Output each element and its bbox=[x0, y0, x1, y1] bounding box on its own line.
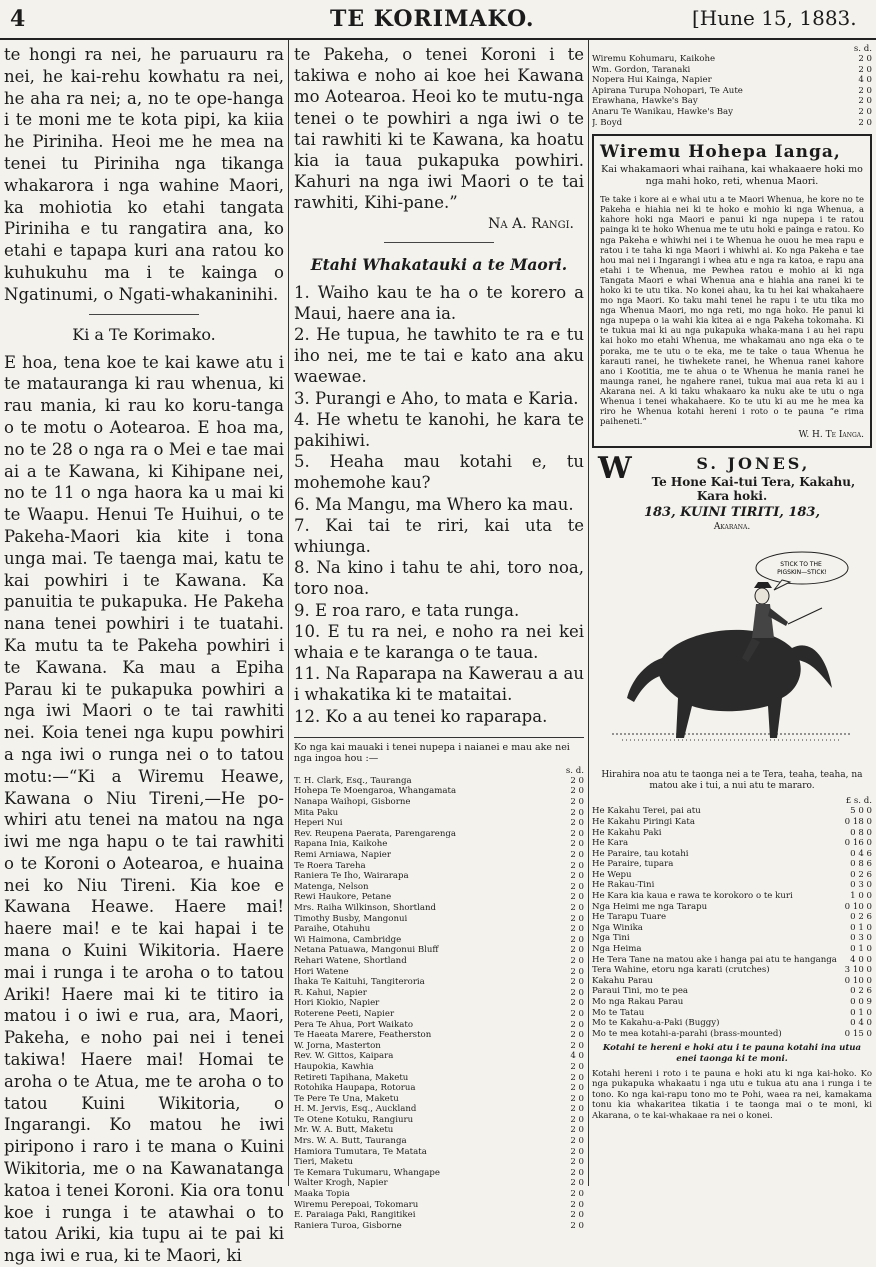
row-label: He Kakahu Piringi Kata bbox=[592, 816, 696, 827]
table-row bbox=[592, 976, 872, 987]
row-label: Paraui Tini, mo te pea bbox=[592, 986, 689, 997]
row-label: Haupokia, Kawhia bbox=[294, 1061, 374, 1072]
table-row bbox=[294, 1104, 584, 1115]
row-amount: 3 10 0 bbox=[844, 965, 872, 976]
proverb-item: 9. E roa raro, e tata runga. bbox=[294, 600, 520, 620]
page-header bbox=[0, 0, 876, 40]
payments-intro: Ko nga kai mauaki i tenei nupepa i naianei e mau ake nei nga ingoa hou :— bbox=[294, 741, 570, 764]
row-label: T. H. Clark, Esq., Tauranga bbox=[294, 775, 412, 786]
table-row bbox=[592, 828, 872, 839]
row-label: Netana Patuawa, Mangonui Bluff bbox=[294, 945, 439, 956]
row-amount: 2 0 bbox=[570, 818, 584, 829]
column-1 bbox=[4, 44, 284, 1267]
row-amount: 0 2 6 bbox=[850, 869, 872, 880]
table-row bbox=[294, 882, 584, 893]
ad-title: Wiremu Hohepa Ianga, bbox=[600, 142, 841, 163]
row-amount: 0 3 0 bbox=[850, 933, 872, 944]
table-row bbox=[592, 986, 872, 997]
column-2 bbox=[294, 44, 584, 1231]
table-row bbox=[294, 1083, 584, 1094]
row-label: Apirana Turupa Nohopari, Te Aute bbox=[592, 85, 743, 96]
table-row bbox=[294, 1062, 584, 1073]
row-amount: 2 0 bbox=[570, 934, 584, 945]
table-row bbox=[294, 903, 584, 914]
row-amount: 2 0 bbox=[570, 892, 584, 903]
row-label: Wiremu Perepoai, Tokomaru bbox=[294, 1199, 419, 1210]
table-row bbox=[592, 54, 872, 65]
row-amount: 5 0 0 bbox=[850, 806, 872, 817]
row-amount: 2 0 bbox=[570, 998, 584, 1009]
illustration-caption: Hirahira noa atu te taonga nei a te Tera, teaha, teaha, na matou ake i tui, a nui atu te mararo. bbox=[601, 770, 863, 792]
page-number: 4 bbox=[10, 6, 26, 32]
table-row bbox=[294, 1221, 584, 1232]
row-label: Paraihe, Otahuhu bbox=[294, 924, 371, 935]
row-label: Hamiora Tumutara, Te Matata bbox=[294, 1146, 427, 1157]
payments-table-continued bbox=[592, 54, 872, 128]
row-label: Hohepa Te Moengaroa, Whangamata bbox=[294, 786, 457, 797]
price-list bbox=[592, 806, 872, 1039]
row-amount: 2 0 bbox=[570, 1083, 584, 1094]
row-amount: 2 0 bbox=[570, 1061, 584, 1072]
row-label: Anaru Te Wanikau, Hawke's Bay bbox=[592, 106, 734, 117]
row-amount: 0 4 6 bbox=[850, 848, 872, 859]
ad-body: Te take i kore ai e whai utu a te Maori Whenua, he kore no te Pakeha e hiahia nei ki te hoko e mohio ki nga Whenua, a kahore hoki nga Maori e panui ki nga nupepa i te ratou painga ki te hoko Whenua me te utu hoki e painga e ratou. Ko nga Pakeha e whiwhi nei i te Whenua he ouou he mea rapu e ratou i te taha ki nga Maori i whiwhi ai. Ko nga Pakeha e tae hou mai nei i Ingarangi i whea atu e nga ra katoa, e rapu ana etahi i te Whenua, me Pewhea ratou e mohio ai ki nga Tangata Maori e whai Whenua ana e hiahia ana ranei ki te hoko ki te utu tika. No konei ahau, ka tu hei kai whakahaere mo nga Maori. Ko taku mahi tenei he rapu i te utu tika mo nga Whenua Maori, mo nga reti, mo nga hoko. He panui ki nga nupepa o ia wahi kia kitea ai e nga Pakeha tokomaha. Ki te tukua mai ki au nga pukapuka whaka-mana i au hei rapu kai hoko mo etahi Whenua, me whakamau ano nga eka o te poraka, me te utu o te eka, me te take o taua Whenua he karauti ranei, he tiwhekete ranei, he Whenua ranei kahore ano i Kootitia, me te ahua o te Whenua he mania ranei he maunga ranei, he ngahere ranei, tukua mai aua reta ki au i Akarana nei. A ki taku whakaaro ka nuku ake te utu o nga Whenua i tenei whakahaere. Ko te utu ki au me he mea ka riro he Whenua kotahi hereni i roto o te pauna “e rima paiheneti.” bbox=[600, 194, 864, 427]
row-amount: 0 15 0 bbox=[844, 1028, 872, 1039]
row-label: Roterene Peeti, Napier bbox=[294, 1008, 395, 1019]
table-row bbox=[592, 965, 872, 976]
row-label: E. Paraiaga Paki, Rangitikei bbox=[294, 1210, 416, 1221]
row-label: H. M. Jervis, Esq., Auckland bbox=[294, 1104, 417, 1115]
divider bbox=[89, 314, 199, 315]
letter-signature: Na A. Rangi. bbox=[488, 215, 574, 232]
row-label: Mo te Kakahu-a-Paki (Buggy) bbox=[592, 1018, 720, 1029]
letter-conclusion: te Pakeha, o tenei Koroni i te takiwa e noho ai koe hei Kawana mo Aotearoa. Heoi ko te mutu-nga tenei o te powhiri a nga iwi o te tai rawhiti ki te Kawana, ka hoatu kia ia taua pukapuka powhiri. Kahuri na nga iwi Maori o te tai rawhiti, Kihi-pane.” bbox=[294, 45, 584, 213]
row-label: Hori Watene bbox=[294, 966, 349, 977]
row-label: Nga Heimi me nga Tarapu bbox=[592, 901, 708, 912]
article-continuation: te hongi ra nei, he paruauru ra nei, he kai-rehu kowhatu ra nei, he aha ra nei; a, no te ope-hanga i te moni me te kota pipi, ka kiia he Piriniha. Heoi me he mea na tenei tu Piriniha nga tikanga whakarora i nga wahine Maori, ka mohiotia ko etahi tangata Piriniha e tu rangatira ana, ko etahi e tapapa kuri ana ratou ko kuhukuhu ma i te kainga o Ngatinumi, o Ngati-whakaninihi. bbox=[4, 45, 284, 304]
row-amount: 4 0 bbox=[570, 1051, 584, 1062]
row-amount: 2 0 bbox=[570, 1072, 584, 1083]
row-amount: 0 10 0 bbox=[844, 975, 872, 986]
table-row bbox=[592, 1008, 872, 1019]
row-amount: 2 0 bbox=[570, 987, 584, 998]
table-row bbox=[294, 1168, 584, 1179]
row-amount: 2 0 bbox=[858, 96, 872, 107]
row-amount: 2 0 bbox=[858, 106, 872, 117]
row-label: Mrs. Raiha Wilkinson, Shortland bbox=[294, 903, 437, 914]
proverb-item: 6. Ma Mangu, ma Whero ka mau. bbox=[294, 494, 574, 514]
column-3 bbox=[592, 44, 872, 1122]
row-amount: 2 0 bbox=[570, 1136, 584, 1147]
row-amount: 2 0 bbox=[570, 871, 584, 882]
table-row bbox=[294, 956, 584, 967]
table-row bbox=[294, 839, 584, 850]
table-row bbox=[294, 945, 584, 956]
row-amount: 2 0 bbox=[570, 903, 584, 914]
row-label: Wm. Gordon, Taranaki bbox=[592, 64, 691, 75]
column-divider bbox=[588, 40, 589, 1186]
row-label: He Paraire, tupara bbox=[592, 859, 674, 870]
table-row bbox=[294, 1125, 584, 1136]
row-label: Nga Winika bbox=[592, 922, 643, 933]
proverbs-heading: Etahi Whakatauki a te Maori. bbox=[310, 254, 568, 274]
proverb-item: 3. Purangi e Aho, to mata e Karia. bbox=[294, 388, 579, 408]
table-row bbox=[294, 1157, 584, 1168]
row-label: Mita Paku bbox=[294, 807, 339, 818]
row-label: Mr. W. A. Butt, Maketu bbox=[294, 1125, 394, 1136]
table-row bbox=[592, 118, 872, 129]
table-row bbox=[592, 955, 872, 966]
row-label: He Paraire, tau kotahi bbox=[592, 848, 689, 859]
table-row bbox=[294, 935, 584, 946]
table-row bbox=[294, 914, 584, 925]
table-row bbox=[294, 861, 584, 872]
row-amount: 2 0 bbox=[570, 797, 584, 808]
row-label: Rotohika Haupapa, Rotorua bbox=[294, 1083, 416, 1094]
table-row bbox=[592, 891, 872, 902]
row-label: He Kakahu Terei, pai atu bbox=[592, 806, 701, 817]
row-label: Walter Krogh, Napier bbox=[294, 1178, 388, 1189]
row-label: Nga Heima bbox=[592, 944, 642, 955]
row-label: He Tera Tane na matou ake i hanga pai atu te hanganga bbox=[592, 954, 837, 965]
divider bbox=[294, 737, 584, 738]
table-row bbox=[592, 1029, 872, 1040]
row-amount: 2 0 bbox=[570, 828, 584, 839]
table-row bbox=[294, 1020, 584, 1031]
table-row bbox=[592, 86, 872, 97]
table-row bbox=[592, 870, 872, 881]
row-label: Tieri, Maketu bbox=[294, 1157, 354, 1168]
row-amount: 2 0 bbox=[570, 1093, 584, 1104]
table-row bbox=[294, 776, 584, 787]
row-amount: 2 0 bbox=[570, 1114, 584, 1125]
row-amount: 2 0 bbox=[858, 54, 872, 64]
table-row bbox=[592, 912, 872, 923]
table-row bbox=[592, 933, 872, 944]
row-amount: 0 1 0 bbox=[850, 944, 872, 955]
row-label: Timothy Busby, Mangonui bbox=[294, 913, 408, 924]
row-amount: 2 0 bbox=[570, 913, 584, 924]
table-row bbox=[294, 1147, 584, 1158]
table-row bbox=[592, 838, 872, 849]
row-label: Mo nga Rakau Parau bbox=[592, 997, 684, 1007]
row-amount: 2 0 bbox=[570, 1189, 584, 1200]
payments-table bbox=[294, 776, 584, 1232]
table-row bbox=[294, 829, 584, 840]
row-label: W. Jorna, Masterton bbox=[294, 1040, 381, 1051]
row-label: He Kakahu Paki bbox=[592, 827, 662, 838]
table-row bbox=[592, 96, 872, 107]
table-row bbox=[592, 1018, 872, 1029]
ad-location: Akarana. bbox=[713, 522, 751, 533]
row-amount: 0 2 6 bbox=[850, 986, 872, 997]
column-divider bbox=[288, 40, 289, 1186]
row-amount: 2 0 bbox=[570, 1167, 584, 1178]
row-amount: 2 0 bbox=[570, 966, 584, 977]
row-label: Te Pere Te Una, Maketu bbox=[294, 1093, 399, 1104]
proverbs-list bbox=[294, 282, 584, 727]
row-amount: 2 0 bbox=[570, 807, 584, 818]
speech-bubble-text: STICK TO THE PIGSKIN—STICK! bbox=[777, 561, 827, 577]
row-amount: 0 4 0 bbox=[850, 1018, 872, 1029]
proverb-item: 10. E tu ra nei, e noho ra nei kei whaia e te karanga o te taua. bbox=[294, 621, 584, 663]
table-row bbox=[294, 1189, 584, 1200]
table-row bbox=[294, 967, 584, 978]
table-row bbox=[294, 1178, 584, 1189]
table-row bbox=[294, 977, 584, 988]
table-row bbox=[294, 1115, 584, 1126]
row-amount: 2 0 bbox=[570, 1104, 584, 1115]
row-amount: 0 16 0 bbox=[844, 838, 872, 849]
row-label: Heperi Nui bbox=[294, 818, 343, 829]
row-label: He Kara kia kaua e rawa te korokoro o te kuri bbox=[592, 891, 793, 902]
row-amount: 2 0 bbox=[570, 839, 584, 850]
table-row bbox=[294, 892, 584, 903]
proverb-item: 12. Ko a au tenei ko raparapa. bbox=[294, 706, 548, 726]
proverb-item: 4. He whetu te kanohi, he kara te pakihiwi. bbox=[294, 409, 584, 451]
row-amount: 1 0 0 bbox=[850, 891, 872, 902]
row-amount: 2 0 bbox=[570, 1199, 584, 1210]
row-amount: 2 0 bbox=[570, 1220, 584, 1231]
row-label: Maaka Topia bbox=[294, 1189, 350, 1200]
row-amount: 0 8 0 bbox=[850, 827, 872, 838]
letter-body: E hoa, tena koe te kai kawe atu i te matauranga ki rau whenua, ki rau mania, ki rau ko koru-tanga o te motu o Aotearoa. E hoa ma, no te 28 o nga ra o Mei e tae mai ai a te Kawana, ki Kihipane nei, no te 11 o nga haora ka u mai ki te Waapu. Henui Te Huihui, o te Pakeha-Maori kia kite i tona unga mai. Te taenga mai, katu te kai powhiri i te Kawana. Ka panuitia te pukapuka. He Pakeha nana tenei powhiri i te tuatahi. Ka mutu ta te Pakeha powhiri i te Kawana. Ka mau a Epiha Parau ki te pukapuka powhiri a nga iwi Maori o te tai rawhiti nei. Koia tenei nga kupu powhiri a nga iwi o runga nei o to tatou motu:—“Ki a Wiremu Heawe, Kawana o Niu Tireni,—He po-whiri atu tenei na matou na nga iwi me nga hapu o te tai rawhiti o te Koroni o Aotearoa, e huaina nei ko Niu Tireni. Kia koe e Kawana Heawe. Haere mai! haere mai! e te kai hapai i te mana o Kuini Wikitoria. Haere mai i runga i te aroha o to tatou Ariki! Haere mai ki te titiro ia matou i o iwi e rua, ara, Maori, Pakeha, e noho pai nei i tenei takiwa! Haere mai! Homai te aroha o te Atua, me te aroha o to tatou Kuini Wikitoria, o Ingarangi. Ko matou he iwi piripono i raro i te mana o Kuini Wikitoria, me o na Kawanatanga katoa i tenei Koroni. Kia ora tonu koe i runga i te atawhai o to tatou Ariki, kia tupu ai te pai ki nga iwi e rua, ki te Maori, ki bbox=[4, 352, 284, 1266]
issue-date: [Hune 15, 1883. bbox=[692, 6, 857, 30]
table-row bbox=[294, 871, 584, 882]
row-label: Nanapa Waihopi, Gisborne bbox=[294, 797, 411, 808]
row-amount: 2 0 bbox=[570, 850, 584, 861]
row-label: Te Kemara Tukumaru, Whangape bbox=[294, 1167, 441, 1178]
ad-name: W S. JONES, bbox=[598, 451, 811, 487]
advertisement-ianga bbox=[592, 134, 872, 448]
row-amount: 0 8 6 bbox=[850, 859, 872, 870]
table-row bbox=[294, 1009, 584, 1020]
ad-trade-line-2: Kara hoki. bbox=[696, 489, 768, 504]
row-amount: 2 0 bbox=[570, 945, 584, 956]
row-amount: 2 0 bbox=[570, 860, 584, 871]
table-row bbox=[294, 1094, 584, 1105]
table-row bbox=[294, 1041, 584, 1052]
proverb-item: 11. Na Raparapa na Kawerau a au i whakatika ki te mataitai. bbox=[294, 664, 584, 705]
row-amount: 2 0 bbox=[570, 1019, 584, 1030]
table-row bbox=[294, 1030, 584, 1041]
row-amount: 2 0 bbox=[570, 881, 584, 892]
top-list-currency-header: s. d. bbox=[853, 44, 872, 54]
horse-rider-illustration bbox=[592, 538, 872, 764]
row-label: Rapana Inia, Kaikohe bbox=[294, 839, 388, 850]
row-label: Hori Kiokio, Napier bbox=[294, 998, 380, 1009]
ad-subtitle: Kai whakamaori whai raihana, kai whakaaere hoki mo nga mahi hoko, reti, whenua Maori. bbox=[601, 164, 863, 188]
row-amount: 2 0 bbox=[570, 1178, 584, 1189]
table-row bbox=[294, 797, 584, 808]
table-row bbox=[294, 818, 584, 829]
row-label: Mo te mea kotahi-a-parahi (brass-mounted) bbox=[592, 1028, 782, 1039]
table-row bbox=[592, 75, 872, 86]
row-amount: 0 2 6 bbox=[850, 912, 872, 923]
table-row bbox=[592, 997, 872, 1008]
proverb-item: 1. Waiho kau te ha o te korero a Maui, haere ana ia. bbox=[294, 282, 584, 323]
table-row bbox=[592, 817, 872, 828]
row-label: Rev. Reupena Paerata, Parengarenga bbox=[294, 828, 457, 839]
row-amount: 0 10 0 bbox=[844, 901, 872, 912]
divider bbox=[384, 242, 494, 243]
row-amount: 4 0 bbox=[858, 75, 872, 86]
table-row bbox=[294, 850, 584, 861]
row-amount: 2 0 bbox=[570, 1040, 584, 1051]
row-label: Nga Tini bbox=[592, 933, 630, 944]
price-note: Kotahi te hereni e hoki atu i te pauna kotahi ina utua enei taonga ki te moni. bbox=[602, 1043, 862, 1064]
table-row bbox=[294, 988, 584, 999]
row-label: He Rakau-Tini bbox=[592, 880, 655, 891]
newspaper-title: TE KORIMAKO. bbox=[330, 6, 535, 32]
ad-trade-line: Te Hone Kai-tui Tera, Kakahu, bbox=[651, 475, 856, 490]
table-row bbox=[592, 107, 872, 118]
row-amount: 2 0 bbox=[570, 924, 584, 935]
table-row bbox=[294, 998, 584, 1009]
row-label: R. Kahui, Napier bbox=[294, 987, 367, 998]
ad-signature: W. H. Te Ianga. bbox=[798, 430, 864, 441]
row-label: Mrs. W. A. Butt, Tauranga bbox=[294, 1136, 407, 1147]
row-amount: 2 0 bbox=[570, 1146, 584, 1157]
advertisement-jones bbox=[592, 451, 872, 1121]
table-row bbox=[592, 923, 872, 934]
ad-address: 183, KUINI TIRITI, 183, bbox=[643, 505, 821, 521]
row-label: Remi Arniawa, Napier bbox=[294, 850, 391, 861]
table-row bbox=[592, 902, 872, 913]
proverb-item: 8. Na kino i tahu te ahi, toro noa, toro noa. bbox=[294, 558, 584, 599]
row-amount: 2 0 bbox=[570, 1157, 584, 1168]
row-amount: 0 0 9 bbox=[850, 997, 872, 1007]
row-amount: 2 0 bbox=[570, 1008, 584, 1019]
row-label: Erawhana, Hawke's Bay bbox=[592, 96, 698, 107]
row-amount: 2 0 bbox=[858, 85, 872, 96]
row-amount: 0 1 0 bbox=[850, 922, 872, 933]
row-label: He Tarapu Tuare bbox=[592, 912, 667, 923]
table-row bbox=[592, 880, 872, 891]
table-row bbox=[592, 849, 872, 860]
row-label: Rewi Haukore, Petane bbox=[294, 892, 392, 903]
row-label: Matenga, Nelson bbox=[294, 881, 369, 892]
table-row bbox=[294, 1200, 584, 1211]
table-row bbox=[294, 1051, 584, 1062]
table-row bbox=[294, 1073, 584, 1084]
row-label: Rehari Watene, Shortland bbox=[294, 955, 407, 966]
row-label: Raniera Turoa, Gisborne bbox=[294, 1220, 402, 1231]
row-amount: 2 0 bbox=[570, 1125, 584, 1136]
table-row bbox=[294, 786, 584, 797]
row-label: He Kara bbox=[592, 838, 629, 849]
letter-heading: Ki a Te Korimako. bbox=[72, 324, 216, 344]
row-amount: 0 18 0 bbox=[844, 816, 872, 827]
table-row bbox=[294, 1210, 584, 1221]
row-label: Retireti Tapihana, Maketu bbox=[294, 1072, 409, 1083]
proverb-item: 7. Kai tai te riri, kai uta te whiunga. bbox=[294, 515, 584, 557]
table-row bbox=[294, 808, 584, 819]
engraving-image bbox=[592, 538, 872, 764]
table-row bbox=[294, 1136, 584, 1147]
drop-initial: W bbox=[598, 451, 635, 487]
row-label: Mo te Tatau bbox=[592, 1007, 645, 1018]
row-amount: 2 0 bbox=[858, 64, 872, 75]
row-label: Te Haeata Marere, Featherston bbox=[294, 1030, 432, 1041]
table-row bbox=[592, 65, 872, 76]
payments-currency-header: s. d. bbox=[565, 765, 584, 776]
row-label: He Wepu bbox=[592, 869, 632, 880]
table-row bbox=[592, 944, 872, 955]
price-currency-header: £ s. d. bbox=[845, 796, 872, 807]
row-amount: 0 3 0 bbox=[850, 880, 872, 891]
row-amount: 2 0 bbox=[858, 117, 872, 128]
closing-note: Kotahi hereni i roto i te pauna e hoki atu ki nga kai-hoko. Ko nga pukapuka whakaatu i nga utu e tukua atu ana i runga i te tono. Ko nga kai-rapu tono mo te Pohi, waea ra nei, kamakama tonu kia whakaritea tikatia i te taonga mai o te moni, ki Akarana, o te kai-whakaae ra nei o konei. bbox=[592, 1068, 872, 1121]
row-amount: 4 0 0 bbox=[850, 954, 872, 965]
table-row bbox=[592, 806, 872, 817]
row-amount: 2 0 bbox=[570, 1030, 584, 1041]
proverb-item: 2. He tupua, he tawhito te ra e tu iho nei, me te tai e kato ana aku waewae. bbox=[294, 325, 584, 387]
proverb-item: 5. Heaha mau kotahi e, tu mohemohe kau? bbox=[294, 452, 584, 493]
row-amount: 2 0 bbox=[570, 1210, 584, 1221]
row-label: Ihaka Te Kaituhi, Tangiteroria bbox=[294, 977, 425, 988]
row-label: Tera Wahine, etoru nga karati (crutches) bbox=[592, 965, 770, 976]
row-label: Wiremu Kohumaru, Kaikohe bbox=[592, 54, 716, 64]
row-label: Kakahu Parau bbox=[592, 975, 653, 986]
row-amount: 2 0 bbox=[570, 775, 584, 786]
row-amount: 0 1 0 bbox=[850, 1007, 872, 1018]
row-label: Te Otene Kotuku, Rangiuru bbox=[294, 1114, 414, 1125]
table-row bbox=[294, 924, 584, 935]
row-label: Pera Te Ahua, Port Waikato bbox=[294, 1019, 414, 1030]
row-label: Nopera Hui Kainga, Napier bbox=[592, 75, 712, 86]
row-label: Te Roera Tareha bbox=[294, 860, 366, 871]
row-label: J. Boyd bbox=[592, 117, 623, 128]
row-label: Wi Haimona, Cambridge bbox=[294, 934, 402, 945]
row-amount: 2 0 bbox=[570, 977, 584, 988]
row-amount: 2 0 bbox=[570, 955, 584, 966]
row-label: Raniera Te Iho, Wairarapa bbox=[294, 871, 409, 882]
row-label: Rev. W. Gittos, Kaipara bbox=[294, 1051, 394, 1062]
row-amount: 2 0 bbox=[570, 786, 584, 797]
table-row bbox=[592, 859, 872, 870]
